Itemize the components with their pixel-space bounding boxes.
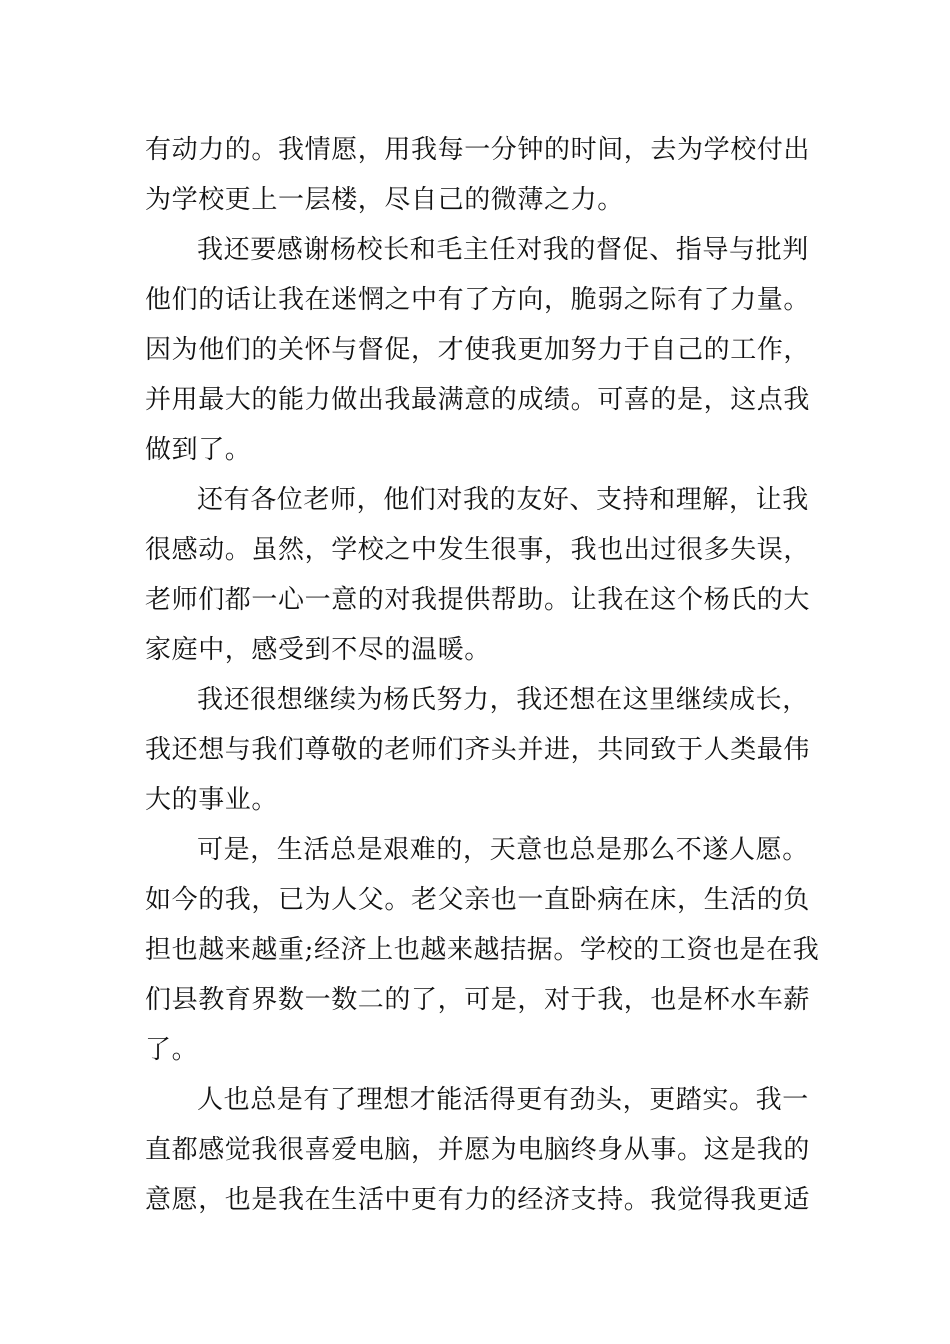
paragraph-first-line: 还有各位老师，他们对我的友好、支持和理解，让我 (197, 485, 809, 515)
text-line: 我还想与我们尊敬的老师们齐头并进，共同致于人类最伟 (145, 735, 811, 765)
paragraph-first-line: 可是，生活总是艰难的，天意也总是那么不遂人愿。 (197, 835, 809, 865)
text-line: 如今的我，已为人父。老父亲也一直卧病在床，生活的负 (145, 885, 811, 915)
text-line: 做到了。 (145, 435, 252, 465)
text-line: 意愿，也是我在生活中更有力的经济支持。我觉得我更适 (145, 1185, 811, 1215)
text-line: 很感动。虽然，学校之中发生很事，我也出过很多失误， (145, 535, 811, 565)
text-line: 担也越来越重;经济上也越来越拮据。学校的工资也是在我 (145, 935, 820, 965)
text-line: 大的事业。 (145, 785, 279, 815)
text-line: 家庭中，感受到不尽的温暖。 (145, 635, 491, 665)
paragraph-first-line: 我还很想继续为杨氏努力，我还想在这里继续成长， (197, 685, 809, 715)
paragraph-first-line: 我还要感谢杨校长和毛主任对我的督促、指导与批判 (197, 235, 809, 265)
text-line: 老师们都一心一意的对我提供帮助。让我在这个杨氏的大 (145, 585, 811, 615)
text-line: 了。 (145, 1035, 199, 1065)
document-body (145, 125, 820, 1225)
text-line: 为学校更上一层楼，尽自己的微薄之力。 (145, 185, 624, 215)
text-line: 们县教育界数一数二的了，可是，对于我，也是杯水车薪 (145, 985, 811, 1015)
text-line: 他们的话让我在迷惘之中有了方向，脆弱之际有了力量。 (145, 285, 811, 315)
text-line: 并用最大的能力做出我最满意的成绩。可喜的是，这点我 (145, 385, 811, 415)
paragraph-first-line: 人也总是有了理想才能活得更有劲头，更踏实。我一 (197, 1085, 809, 1115)
text-line: 因为他们的关怀与督促，才使我更加努力于自己的工作， (145, 335, 811, 365)
text-line: 直都感觉我很喜爱电脑，并愿为电脑终身从事。这是我的 (145, 1135, 811, 1165)
text-line: 有动力的。我情愿，用我每一分钟的时间，去为学校付出 (145, 135, 811, 165)
